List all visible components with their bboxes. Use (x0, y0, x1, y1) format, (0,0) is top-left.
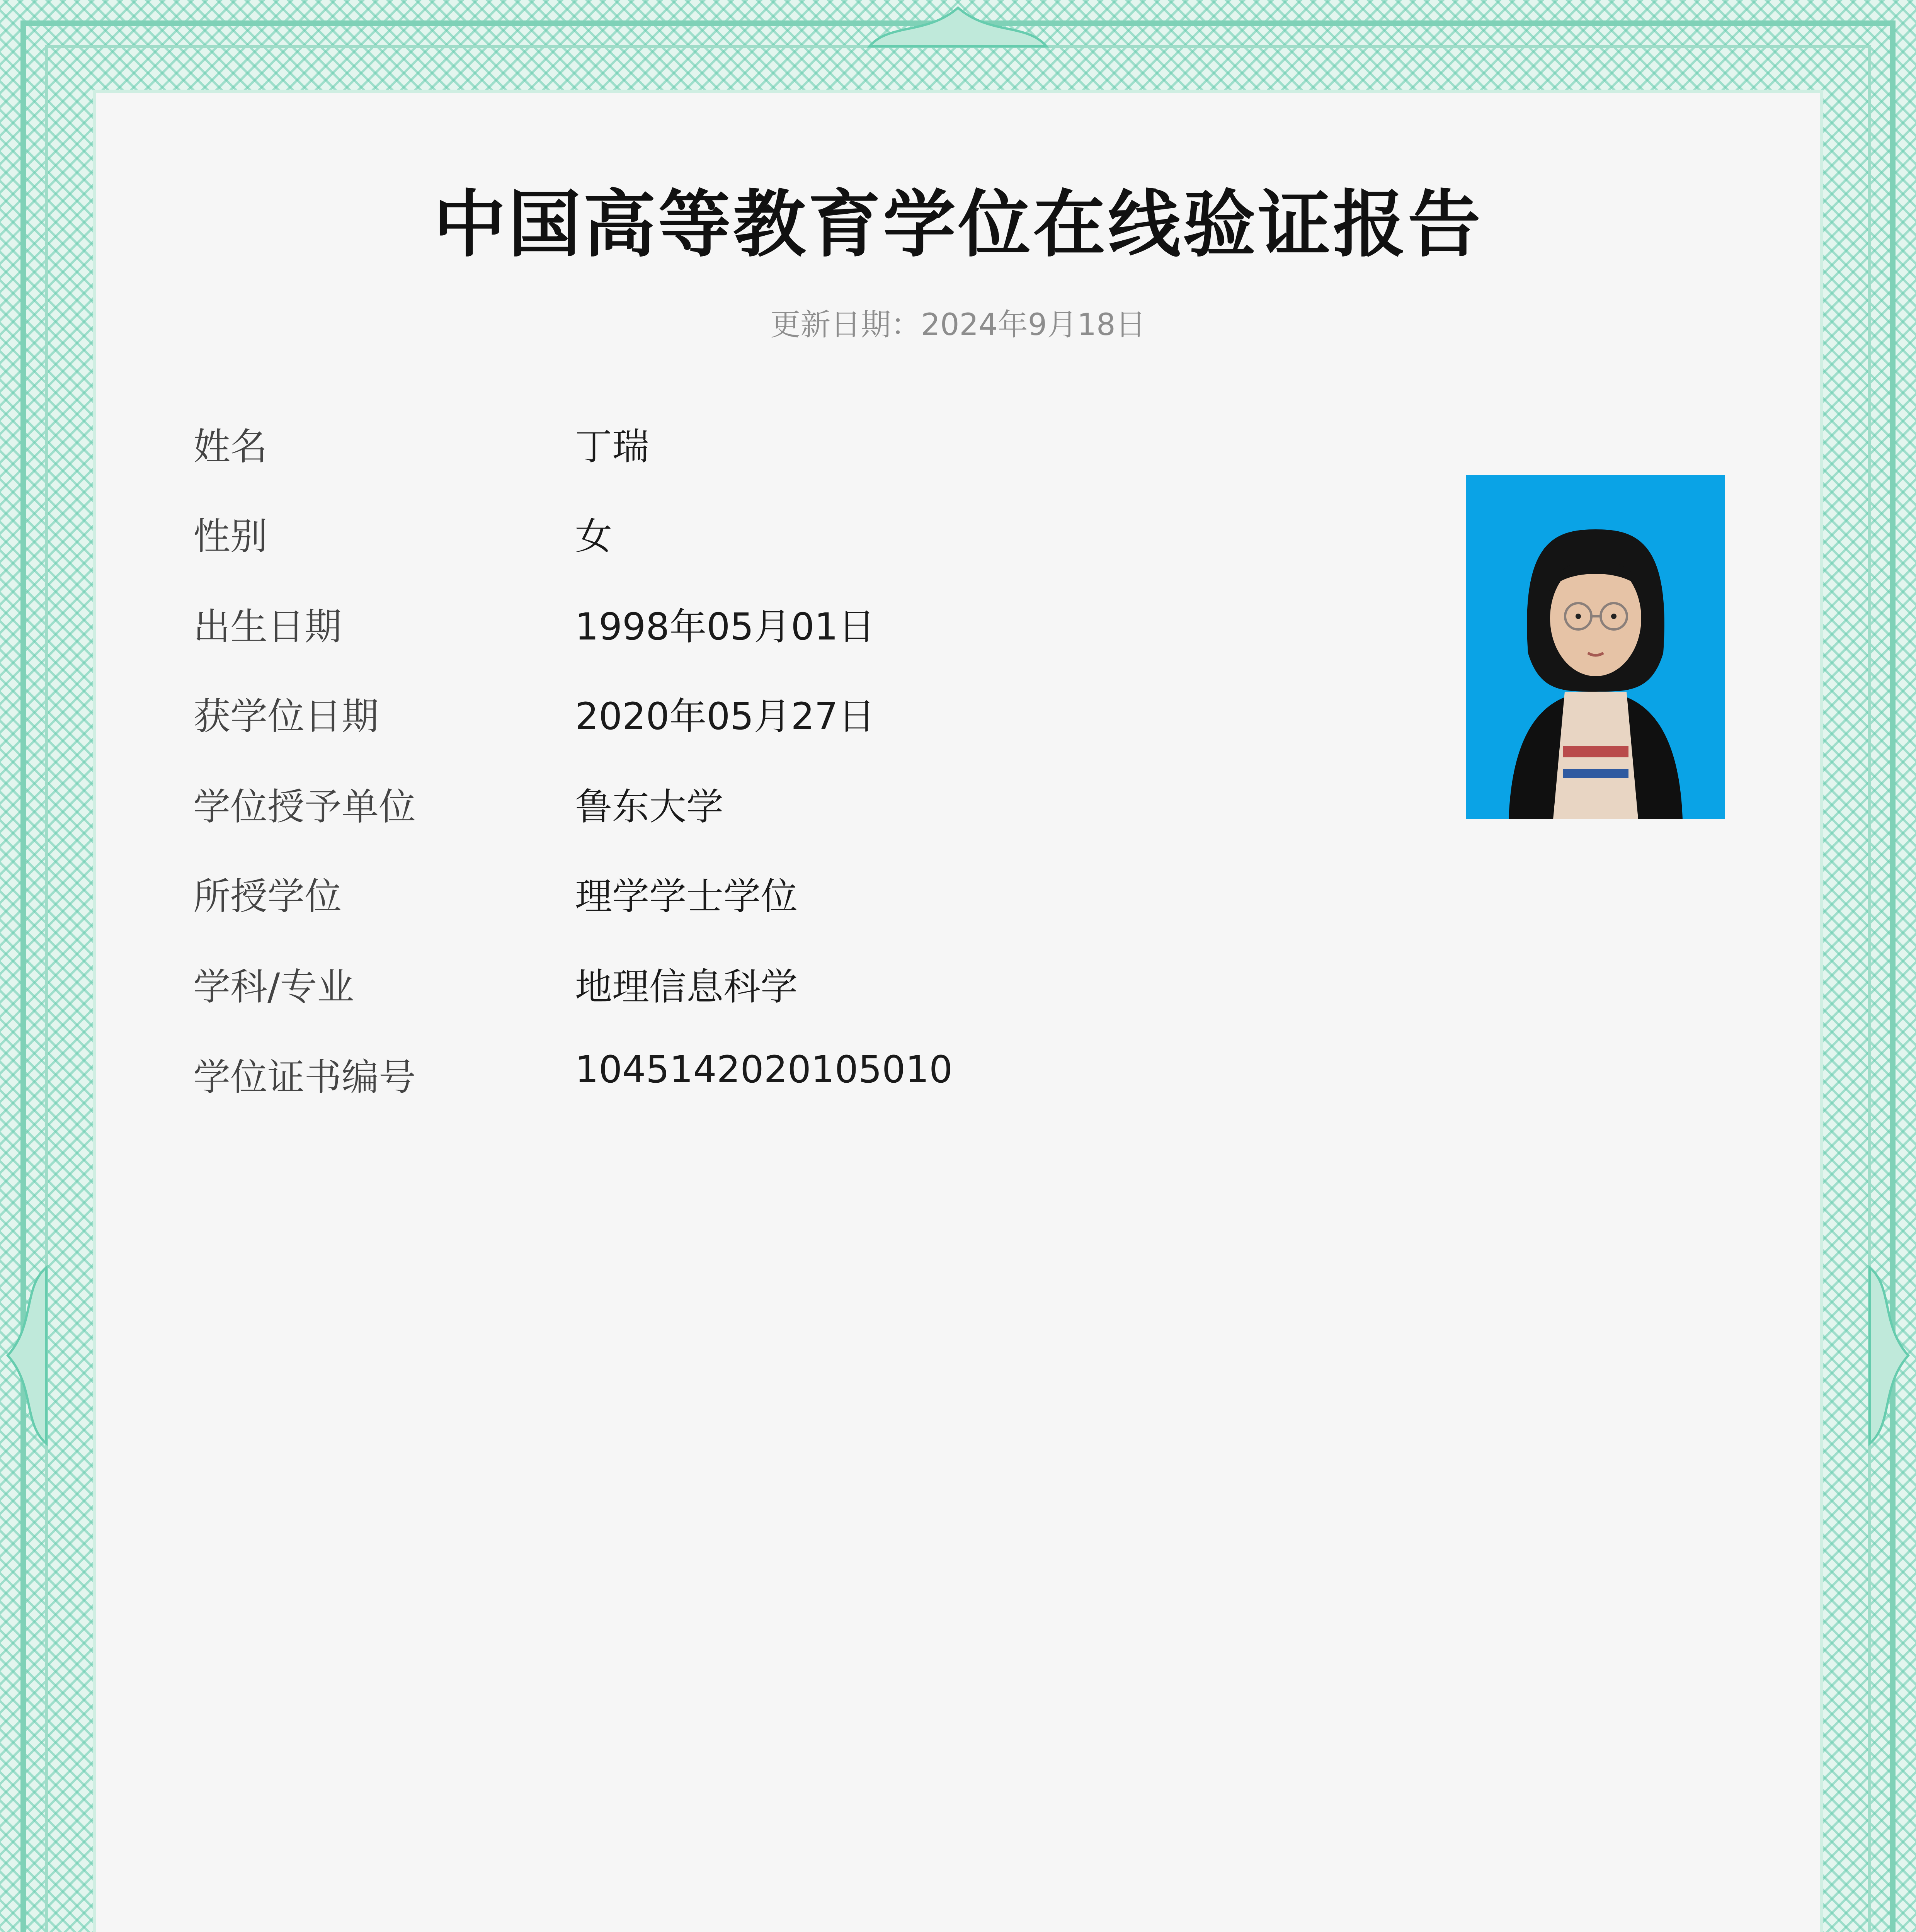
field-value-major: 地理信息科学 (575, 965, 798, 1009)
report-title: 中国高等教育学位在线验证报告 (433, 182, 1483, 267)
field-label-degree-date: 获学位日期 (193, 695, 379, 738)
field-value-birthdate: 1998年05月01日 (575, 605, 875, 648)
field-label-certificate-number: 学位证书编号 (193, 1056, 416, 1099)
field-value-certificate-number: 1045142020105010 (575, 1048, 953, 1091)
field-value-institution: 鲁东大学 (575, 785, 723, 828)
field-value-degree: 理学学士学位 (575, 875, 798, 918)
field-value-gender: 女 (575, 515, 612, 558)
field-label-gender: 性别 (193, 515, 267, 558)
update-date: 更新日期：2024年9月18日 (770, 308, 1146, 342)
paper-area (93, 90, 1823, 1932)
field-label-institution: 学位授予单位 (193, 785, 416, 828)
id-photo (1466, 475, 1725, 819)
field-label-degree: 所授学位 (193, 875, 342, 918)
field-label-birthdate: 出生日期 (193, 605, 342, 648)
field-label-name: 姓名 (193, 425, 267, 468)
field-value-degree-date: 2020年05月27日 (575, 695, 875, 738)
field-label-major: 学科/专业 (193, 965, 354, 1009)
field-value-name: 丁瑞 (575, 425, 649, 468)
